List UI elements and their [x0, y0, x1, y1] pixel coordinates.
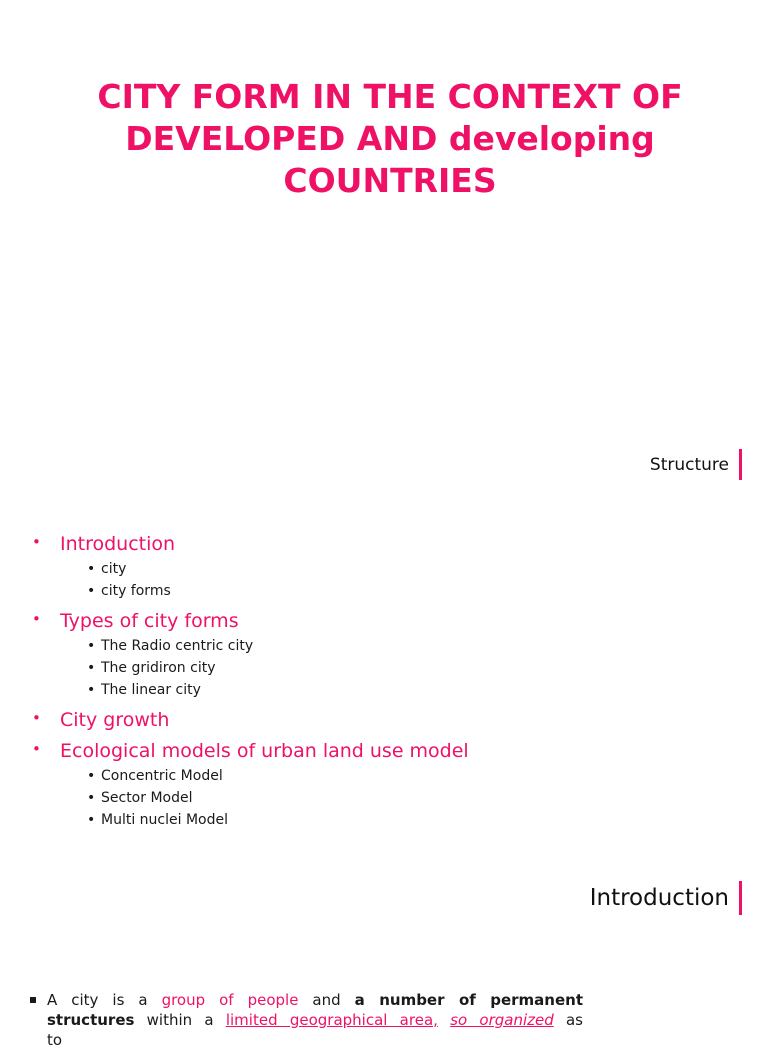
outline-subitem-label: The linear city — [101, 682, 201, 698]
outline-subitem — [47, 580, 470, 602]
bullet-icon: • — [32, 533, 41, 551]
outline-subitem-label: Concentric Model — [101, 768, 223, 784]
bullet-icon: • — [87, 790, 96, 806]
outline-item-label: City growth — [60, 709, 170, 731]
outline-subitem — [47, 635, 470, 657]
outline-subitem-label: city forms — [101, 583, 171, 599]
bullet-icon: • — [87, 638, 96, 654]
text-run: A city is a — [47, 991, 162, 1009]
bullet-icon: • — [87, 660, 96, 676]
structure-outline — [30, 533, 470, 839]
outline-subitem — [47, 679, 470, 701]
bullet-icon: • — [32, 610, 41, 628]
bullet-icon: • — [87, 583, 96, 599]
outline-subitem-label: Sector Model — [101, 790, 193, 806]
outline-sublist — [47, 635, 470, 701]
outline-item — [30, 533, 470, 602]
introduction-paragraph — [30, 990, 583, 1050]
square-bullet-icon — [30, 997, 36, 1003]
bullet-icon: • — [87, 561, 96, 577]
text-run: and — [298, 991, 355, 1009]
outline-subitem — [47, 809, 470, 831]
bullet-icon: • — [32, 740, 41, 758]
bullet-icon: • — [87, 682, 96, 698]
outline-subitem — [47, 765, 470, 787]
outline-item-label: Ecological models of urban land use model — [60, 740, 469, 762]
structure-heading — [650, 449, 742, 480]
introduction-paragraph-text — [30, 990, 583, 1050]
text-run — [438, 1011, 450, 1029]
introduction-heading — [590, 881, 742, 915]
outline-subitem — [47, 558, 470, 580]
structure-heading-text: Structure — [649, 454, 729, 475]
slide-title: CITY FORM IN THE CONTEXT OF DEVELOPED AND developing COUNTRIES — [97, 77, 683, 200]
highlight-group-of-people: group of people — [161, 991, 299, 1009]
bullet-icon: • — [87, 768, 96, 784]
outline-subitem — [47, 657, 470, 679]
highlight-limited-area: limited geographical area, — [225, 1011, 438, 1029]
outline-subitem-label: The gridiron city — [101, 660, 216, 676]
bold-permanent-structures: a number of permanent structures — [47, 991, 583, 1029]
outline-sublist — [47, 765, 470, 831]
outline-item — [30, 709, 470, 732]
highlight-so-organized: so organized — [450, 1011, 554, 1029]
introduction-heading-text: Introduction — [589, 885, 729, 911]
outline-item-label: Types of city forms — [60, 610, 239, 632]
bullet-icon: • — [87, 812, 96, 828]
bullet-icon: • — [32, 709, 41, 727]
outline-item — [30, 610, 470, 701]
text-run: as to — [47, 1011, 583, 1049]
heading-accent-bar — [739, 449, 742, 480]
text-run: within a — [134, 1011, 226, 1029]
outline-subitem-label: Multi nuclei Model — [101, 812, 228, 828]
outline-subitem-label: city — [101, 561, 127, 577]
heading-accent-bar — [739, 881, 742, 915]
outline-item — [30, 740, 470, 831]
outline-sublist — [47, 558, 470, 602]
outline-subitem — [47, 787, 470, 809]
outline-item-label: Introduction — [60, 533, 176, 555]
outline-subitem-label: The Radio centric city — [101, 638, 254, 654]
